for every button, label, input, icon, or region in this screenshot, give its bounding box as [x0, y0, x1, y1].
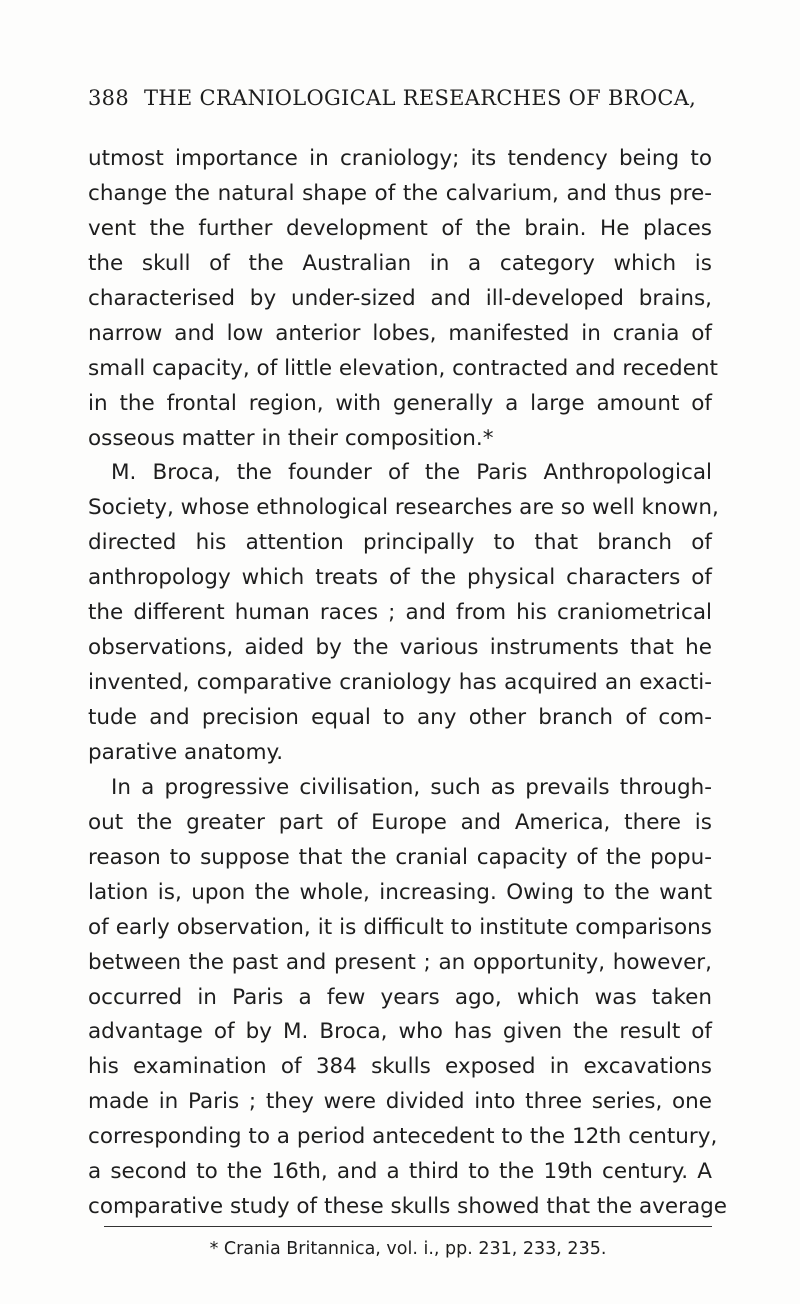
footnote: * Crania Britannica, vol. i., pp. 231, 233, 235.: [209, 1239, 607, 1259]
text-line: invented, comparative craniology has acquired an exacti-: [88, 670, 712, 696]
text-line: narrow and low anterior lobes, manifested in crania of: [88, 320, 712, 346]
text-line: his examination of 384 skulls exposed in excavations: [88, 1054, 712, 1080]
text-line: characterised by under-sized and ill-developed brains,: [88, 285, 712, 311]
body-text: [88, 142, 728, 1225]
text-line: vent the further development of the brain. He places: [88, 215, 712, 241]
text-line: observations, aided by the various instruments that he: [88, 635, 712, 661]
text-line: out the greater part of Europe and America, there is: [88, 809, 712, 835]
text-line: occurred in Paris a few years ago, which was taken: [88, 984, 712, 1010]
page-number: 388: [88, 86, 129, 110]
text-line: small capacity, of little elevation, contracted and recedent: [88, 355, 718, 381]
text-line: directed his attention principally to that branch of: [88, 530, 712, 556]
text-line: corresponding to a period antecedent to the 12th century,: [88, 1124, 718, 1150]
text-line: the skull of the Australian in a category which is: [88, 250, 712, 276]
text-line: reason to suppose that the cranial capacity of the popu-: [88, 844, 712, 870]
text-line: Society, whose ethnological researches are so well known,: [88, 495, 719, 521]
text-line: the different human races ; and from his craniometrical: [88, 600, 712, 626]
text-line: a second to the 16th, and a third to the 19th century. A: [88, 1159, 712, 1185]
text-line: anthropology which treats of the physical characters of: [88, 565, 712, 591]
footnote-divider: [104, 1226, 712, 1227]
paragraph-start-line: M. Broca, the founder of the Paris Anthropological: [111, 460, 712, 486]
text-line: parative anatomy.: [88, 739, 284, 765]
text-line: between the past and present ; an opportunity, however,: [88, 949, 712, 975]
running-title: THE CRANIOLOGICAL RESEARCHES OF BROCA,: [143, 86, 697, 110]
text-line: utmost importance in craniology; its tendency being to: [88, 146, 712, 171]
text-line: osseous matter in their composition.*: [88, 425, 494, 451]
text-line: advantage of by M. Broca, who has given the result of: [88, 1019, 712, 1045]
text-line: tude and precision equal to any other branch of com-: [88, 705, 712, 730]
running-head: [88, 84, 712, 112]
paragraph-start-line: In a progressive civilisation, such as prevails through-: [111, 774, 712, 800]
text-line: in the frontal region, with generally a large amount of: [88, 390, 712, 416]
text-line: change the natural shape of the calvarium, and thus pre-: [88, 180, 712, 206]
text-line: made in Paris ; they were divided into three series, one: [88, 1089, 712, 1115]
text-line: of early observation, it is difficult to institute comparisons: [88, 914, 712, 940]
text-line: lation is, upon the whole, increasing. Owing to the want: [88, 879, 712, 905]
text-line: comparative study of these skulls showed that the average: [88, 1194, 728, 1220]
